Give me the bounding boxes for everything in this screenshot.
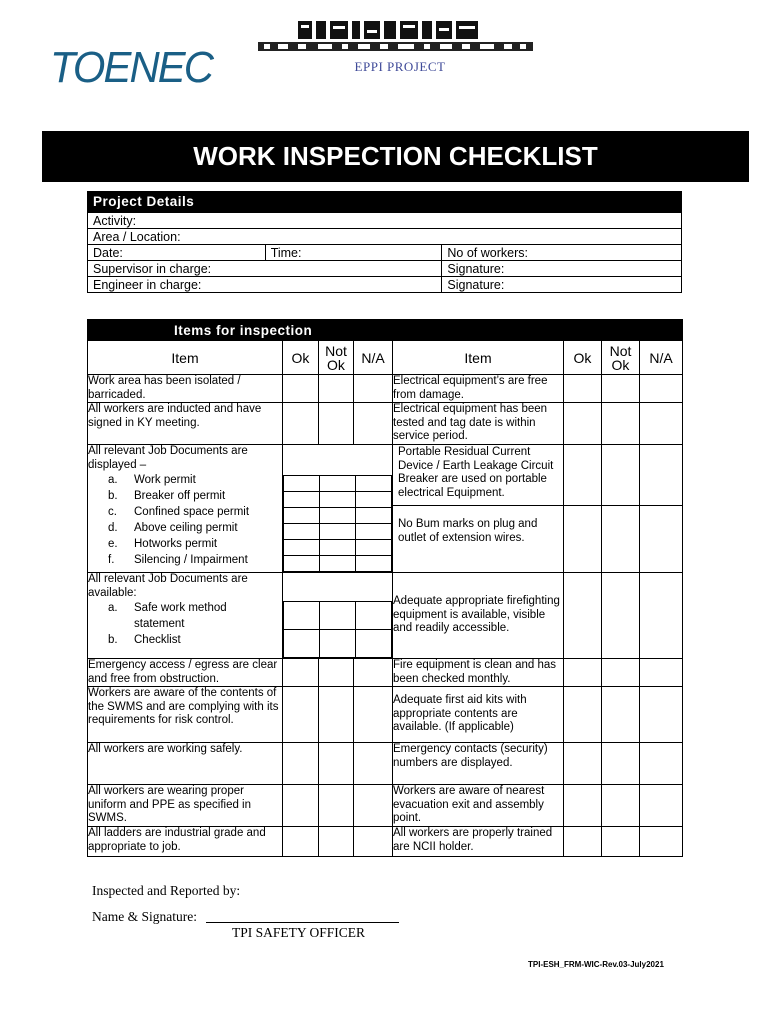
displayed-docs-checkgrid — [283, 445, 393, 573]
checkbox-na[interactable] — [640, 687, 683, 743]
checkbox-na[interactable] — [640, 743, 683, 785]
checkbox-na[interactable] — [356, 508, 392, 524]
checkbox-na[interactable] — [356, 630, 392, 658]
left-item-8: All workers are wearing proper uniform and PPE as specified in SWMS. — [88, 785, 283, 827]
left-item-4 — [88, 573, 283, 659]
checkbox-na[interactable] — [356, 556, 392, 572]
project-details-heading: Project Details — [88, 192, 682, 213]
col-na-left: N/A — [354, 341, 393, 375]
checkbox-notok[interactable] — [319, 827, 354, 857]
checkbox-ok[interactable] — [284, 492, 320, 508]
right-item-1: Electrical equipment’s are free from damage. — [393, 375, 564, 403]
checkbox-ok[interactable] — [564, 743, 602, 785]
checkbox-ok[interactable] — [564, 573, 602, 659]
available-docs-label: All relevant Job Documents are available: — [88, 573, 248, 599]
checkbox-notok[interactable] — [602, 445, 639, 506]
checkbox-na[interactable] — [356, 492, 392, 508]
left-item-6: Workers are aware of the contents of the SWMS and are complying with its requirements for risk control. — [88, 687, 283, 743]
checkbox-ok[interactable] — [284, 476, 320, 492]
list-item: d. Above ceiling permit — [108, 522, 238, 534]
col-item-right: Item — [393, 341, 564, 375]
checkbox-ok[interactable] — [284, 540, 320, 556]
right-item-2: Electrical equipment has been tested and tag date is within service period. — [393, 403, 564, 445]
checkbox-ok[interactable] — [283, 659, 319, 687]
sub-checkbox-grid — [283, 475, 392, 572]
checkbox-notok[interactable] — [602, 403, 640, 445]
right-item-10: All workers are properly trained are NCII holder. — [393, 827, 564, 857]
checkbox-notok[interactable] — [602, 687, 640, 743]
checkbox-ok[interactable] — [564, 785, 602, 827]
right-item-3-4 — [393, 445, 564, 573]
col-ok-right: Ok — [564, 341, 602, 375]
list-item: f. Silencing / Impairment — [108, 554, 248, 566]
right-item-6: Fire equipment is clean and has been checked monthly. — [393, 659, 564, 687]
checkbox-ok[interactable] — [283, 827, 319, 857]
checkbox-ok[interactable] — [283, 375, 319, 403]
checkbox-ok[interactable] — [564, 827, 602, 857]
checkbox-ok[interactable] — [284, 556, 320, 572]
checkbox-na[interactable] — [354, 743, 393, 785]
engineer-field: Engineer in charge: — [88, 277, 442, 293]
checkbox-na[interactable] — [640, 375, 683, 403]
checkbox-na[interactable] — [354, 827, 393, 857]
checkbox-na[interactable] — [356, 602, 392, 630]
items-heading: Items for inspection — [88, 320, 683, 341]
checkbox-notok[interactable] — [602, 573, 640, 659]
col-ok-left: Ok — [283, 341, 319, 375]
checkbox-ok[interactable] — [564, 403, 602, 445]
sub-checkbox-grid — [283, 601, 392, 658]
checkbox-na[interactable] — [640, 659, 683, 687]
checkbox-notok[interactable] — [319, 785, 354, 827]
checkbox-ok[interactable] — [284, 602, 320, 630]
checkbox-ok[interactable] — [564, 375, 602, 403]
checkbox-notok[interactable] — [320, 476, 356, 492]
checkbox-ok[interactable] — [564, 445, 601, 506]
checkbox-notok[interactable] — [602, 785, 640, 827]
list-item: b. Checklist — [108, 634, 181, 646]
checkbox-na[interactable] — [354, 403, 393, 445]
checkbox-na[interactable] — [356, 540, 392, 556]
checkbox-notok[interactable] — [320, 540, 356, 556]
checkbox-notok[interactable] — [319, 403, 354, 445]
activity-field: Activity: — [88, 213, 682, 229]
list-item: a. Safe work method statement — [108, 602, 227, 630]
available-docs-checkgrid — [283, 573, 393, 659]
workers-field: No of workers: — [442, 245, 682, 261]
checkbox-ok[interactable] — [283, 403, 319, 445]
checkbox-na[interactable] — [354, 785, 393, 827]
checkbox-notok[interactable] — [602, 659, 640, 687]
inspection-items-table — [87, 319, 683, 857]
checkbox-na[interactable] — [640, 827, 683, 857]
left-item-5: Emergency access / egress are clear and free from obstruction. — [88, 659, 283, 687]
checkbox-na[interactable] — [356, 524, 392, 540]
available-docs-list — [88, 600, 282, 648]
date-field: Date: — [88, 245, 266, 261]
inspected-by-label: Inspected and Reported by: — [92, 883, 241, 898]
left-item-1: Work area has been isolated / barricaded. — [88, 375, 283, 403]
right-item-3: Portable Residual Current Device / Earth Leakage Circuit Breaker are used on portable electrical Equipment. — [393, 445, 563, 506]
checkbox-notok[interactable] — [319, 687, 354, 743]
checkbox-notok[interactable] — [602, 743, 640, 785]
checkbox-notok[interactable] — [320, 556, 356, 572]
checkbox-na[interactable] — [354, 375, 393, 403]
page-title: WORK INSPECTION CHECKLIST — [42, 131, 749, 182]
checkbox-notok[interactable] — [320, 508, 356, 524]
checkbox-na[interactable] — [640, 573, 683, 659]
checkbox-notok[interactable] — [320, 524, 356, 540]
project-name: EPPI PROJECT — [354, 59, 446, 74]
checkbox-ok[interactable] — [283, 785, 319, 827]
checkbox-notok[interactable] — [319, 659, 354, 687]
checkbox-notok[interactable] — [602, 375, 640, 403]
checkbox-ok[interactable] — [564, 659, 602, 687]
checkbox-ok[interactable] — [283, 743, 319, 785]
right-item-9: Workers are aware of nearest evacuation exit and assembly point. — [393, 785, 564, 827]
right-item-8: Emergency contacts (security) numbers are displayed. — [393, 743, 564, 785]
col-na-right: N/A — [640, 341, 683, 375]
checkbox-na[interactable] — [354, 687, 393, 743]
list-item: e. Hotworks permit — [108, 538, 218, 550]
project-details-table — [87, 191, 682, 293]
right-item-4: No Bum marks on plug and outlet of extension wires. — [398, 518, 538, 544]
signature-line[interactable] — [206, 922, 399, 923]
list-item: c. Confined space permit — [108, 506, 250, 518]
left-item-9: All ladders are industrial grade and appropriate to job. — [88, 827, 283, 857]
col-item-left: Item — [88, 341, 283, 375]
checkbox-ok[interactable] — [284, 630, 320, 658]
left-item-3 — [88, 445, 283, 573]
area-field: Area / Location: — [88, 229, 682, 245]
toenec-logo: TOENEC — [50, 43, 213, 92]
time-field: Time: — [265, 245, 442, 261]
checkbox-ok[interactable] — [283, 687, 319, 743]
checkbox-notok[interactable] — [319, 743, 354, 785]
left-item-7: All workers are working safely. — [88, 743, 283, 785]
supervisor-signature-field: Signature: — [442, 261, 682, 277]
checkbox-notok[interactable] — [319, 375, 354, 403]
list-item: b. Breaker off permit — [108, 490, 226, 502]
left-item-2: All workers are inducted and have signed in KY meeting. — [88, 403, 283, 445]
list-item: a. Work permit — [108, 474, 196, 486]
officer-title: TPI SAFETY OFFICER — [232, 925, 366, 940]
checkbox-notok[interactable] — [602, 827, 640, 857]
checkbox-ok[interactable] — [284, 524, 320, 540]
right-item-5: Adequate appropriate firefighting equipment is available, visible and readily accessible. — [393, 573, 564, 659]
checkbox-na[interactable] — [354, 659, 393, 687]
checkbox-na[interactable] — [640, 403, 683, 445]
right-item-7: Adequate first aid kits with appropriate contents are available. (If applicable) — [393, 687, 564, 743]
client-logo-image — [258, 18, 533, 56]
form-code: TPI-ESH_FRM-WIC-Rev.03-July2021 — [528, 960, 664, 969]
checkbox-na[interactable] — [640, 445, 682, 506]
col-notok-left: Not Ok — [319, 341, 354, 375]
checkbox-ok[interactable] — [284, 508, 320, 524]
checkbox-notok[interactable] — [320, 630, 356, 658]
checkbox-notok[interactable] — [320, 602, 356, 630]
engineer-signature-field: Signature: — [442, 277, 682, 293]
name-signature-label: Name & Signature: — [92, 909, 197, 924]
checkbox-na[interactable] — [356, 476, 392, 492]
displayed-docs-label: All relevant Job Documents are displayed – — [88, 445, 248, 471]
supervisor-field: Supervisor in charge: — [88, 261, 442, 277]
checkbox-ok[interactable] — [564, 687, 602, 743]
checkbox-na[interactable] — [640, 785, 683, 827]
displayed-docs-list — [88, 472, 282, 568]
col-notok-right: Not Ok — [602, 341, 640, 375]
checkbox-notok[interactable] — [320, 492, 356, 508]
